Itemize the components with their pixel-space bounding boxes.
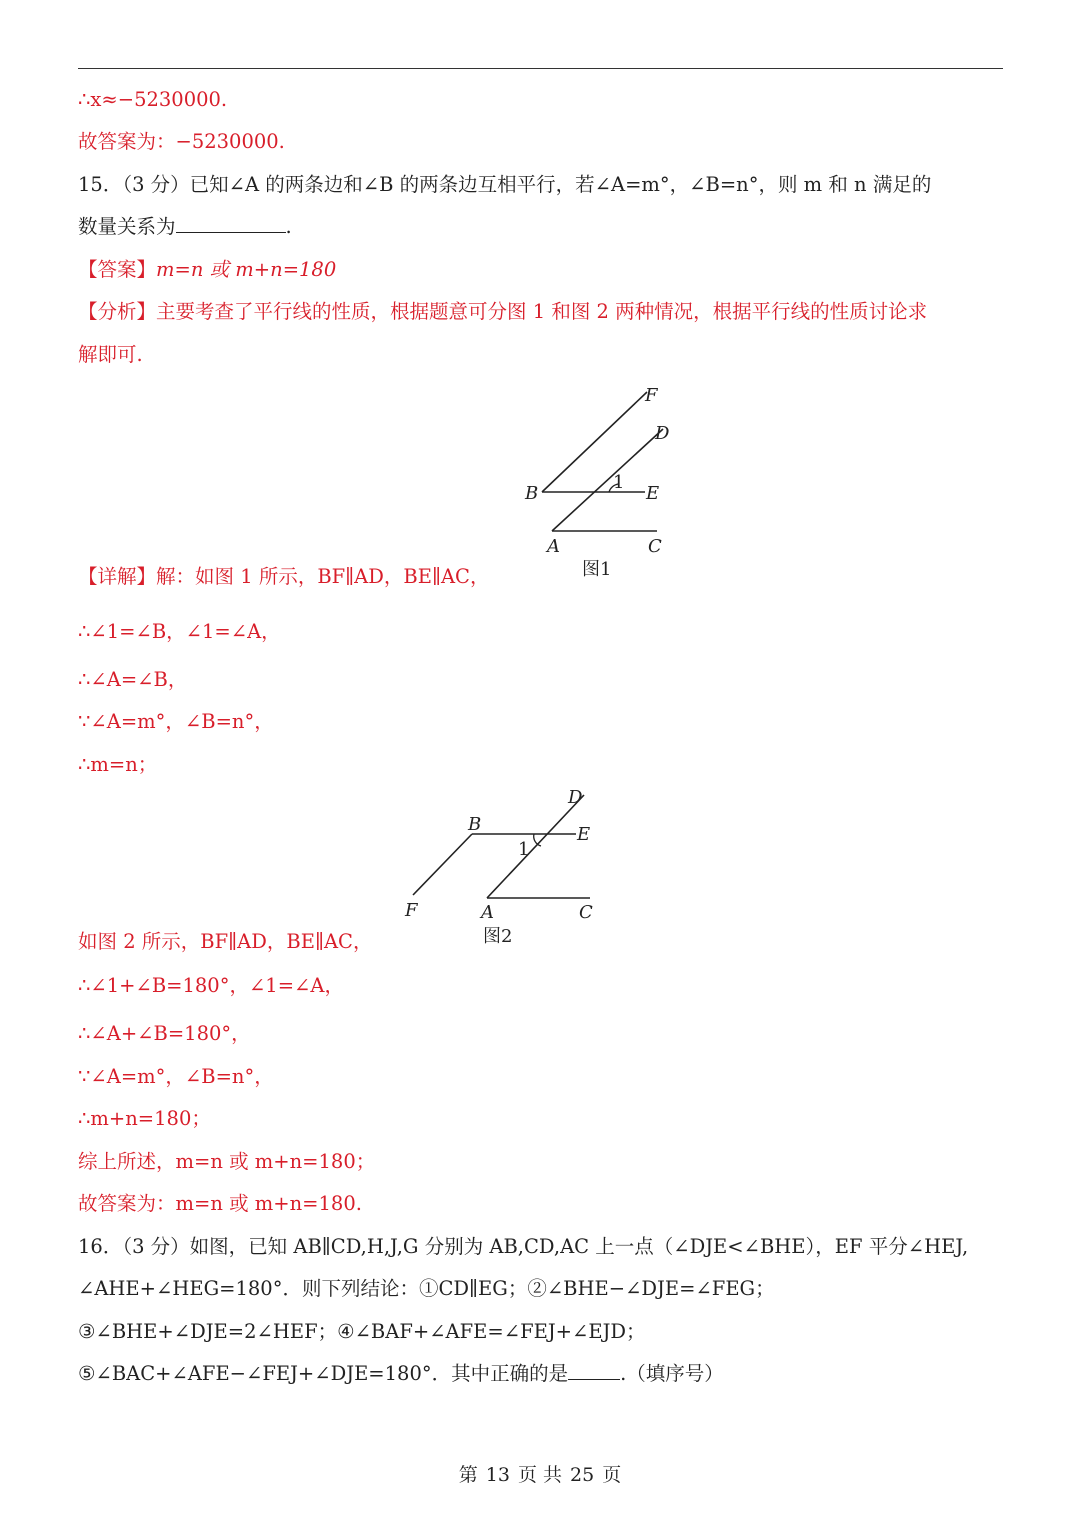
angle-1-arc <box>534 834 541 846</box>
figure-1 <box>520 385 690 585</box>
line-answer-previous: 故答案为：−5230000. <box>78 130 285 153</box>
detail-line <box>78 563 489 591</box>
question-15-line2 <box>78 213 292 241</box>
footer-page-word: 第 <box>458 1464 478 1486</box>
step-3: ∵∠A=m°，∠B=n°， <box>78 710 274 733</box>
detail-text: 解：如图 1 所示，BF∥AD，BE∥AC， <box>156 565 490 588</box>
label-angle-1: 1 <box>613 472 625 493</box>
question-16-line1: 16．（3 分）如图，已知 AB∥CD,H,J,G 分别为 AB,CD,AC 上一点（∠DJE<∠BHE），EF 平分∠HEJ, <box>78 1235 969 1258</box>
answer-tag: 【答案】 <box>78 258 157 281</box>
analysis-line1 <box>78 298 927 326</box>
figure-2-intro: 如图 2 所示，BF∥AD，BE∥AC， <box>78 930 373 953</box>
answer-blank-16 <box>568 1361 620 1380</box>
label-C: C <box>579 902 593 923</box>
question-16-line4 <box>78 1360 724 1388</box>
label-D: D <box>568 787 583 808</box>
line-x-approx: ∴x≈−5230000. <box>78 88 228 111</box>
answer-line <box>78 256 336 284</box>
question-16-line3: ③∠BHE+∠DJE=2∠HEF；④∠BAF+∠AFE=∠FEJ+∠EJD； <box>78 1320 646 1343</box>
line-bf <box>542 392 647 492</box>
label-E: E <box>646 483 660 504</box>
footer-page-number: 13 <box>485 1464 510 1486</box>
answer-text: m=n 或 m+n=180 <box>156 258 337 281</box>
label-F: F <box>645 385 658 406</box>
question-16-prompt: ⑤∠BAC+∠AFE−∠FEJ+∠DJE=180°．其中正确的是 <box>78 1362 569 1385</box>
final-answer-line: 故答案为：m=n 或 m+n=180. <box>78 1192 362 1215</box>
line-ad <box>552 429 663 531</box>
label-B: B <box>525 483 539 504</box>
summary-line: 综上所述，m=n 或 m+n=180； <box>78 1150 376 1173</box>
question-15-period: . <box>285 215 292 238</box>
label-C: C <box>648 536 662 557</box>
label-angle-1: 1 <box>518 839 530 860</box>
label-A: A <box>547 536 560 557</box>
step-2: ∴∠A=∠B， <box>78 668 188 691</box>
header-rule <box>78 68 1003 69</box>
analysis-text: 主要考查了平行线的性质，根据题意可分图 1 和图 2 两种情况，根据平行线的性质讨论求 <box>156 300 928 323</box>
step-8: ∴m+n=180； <box>78 1107 211 1130</box>
label-A: A <box>481 902 494 923</box>
page-footer <box>0 1460 1080 1487</box>
label-B: B <box>468 814 482 835</box>
footer-page-mid: 页 共 <box>517 1464 563 1486</box>
question-15-prompt: 数量关系为 <box>78 215 176 238</box>
label-E: E <box>577 824 591 845</box>
line-bf <box>413 834 472 895</box>
label-F: F <box>405 900 418 921</box>
question-16-suffix: .（填序号） <box>620 1362 724 1385</box>
analysis-line2: 解即可. <box>78 343 143 366</box>
figure-2-caption: 图2 <box>483 926 513 947</box>
step-6: ∴∠A+∠B=180°， <box>78 1022 251 1045</box>
detail-tag: 【详解】 <box>78 565 157 588</box>
figure-2 <box>400 785 610 950</box>
step-5: ∴∠1+∠B=180°，∠1=∠A， <box>78 974 344 997</box>
line-ad <box>487 795 584 898</box>
step-7: ∵∠A=m°，∠B=n°， <box>78 1065 274 1088</box>
answer-blank <box>176 214 286 233</box>
step-4: ∴m=n； <box>78 753 158 776</box>
step-1: ∴∠1=∠B，∠1=∠A， <box>78 620 281 643</box>
footer-total-pages: 25 <box>570 1464 595 1486</box>
analysis-tag: 【分析】 <box>78 300 157 323</box>
figure-1-caption: 图1 <box>582 559 612 580</box>
footer-page-end: 页 <box>602 1464 622 1486</box>
question-15-line1: 15．（3 分）已知∠A 的两条边和∠B 的两条边互相平行，若∠A=m°，∠B=n°，则 m 和 n 满足的 <box>78 173 932 196</box>
label-D: D <box>655 423 670 444</box>
question-16-line2: ∠AHE+∠HEG=180°．则下列结论：①CD∥EG；②∠BHE−∠DJE=∠FEG； <box>78 1277 775 1300</box>
